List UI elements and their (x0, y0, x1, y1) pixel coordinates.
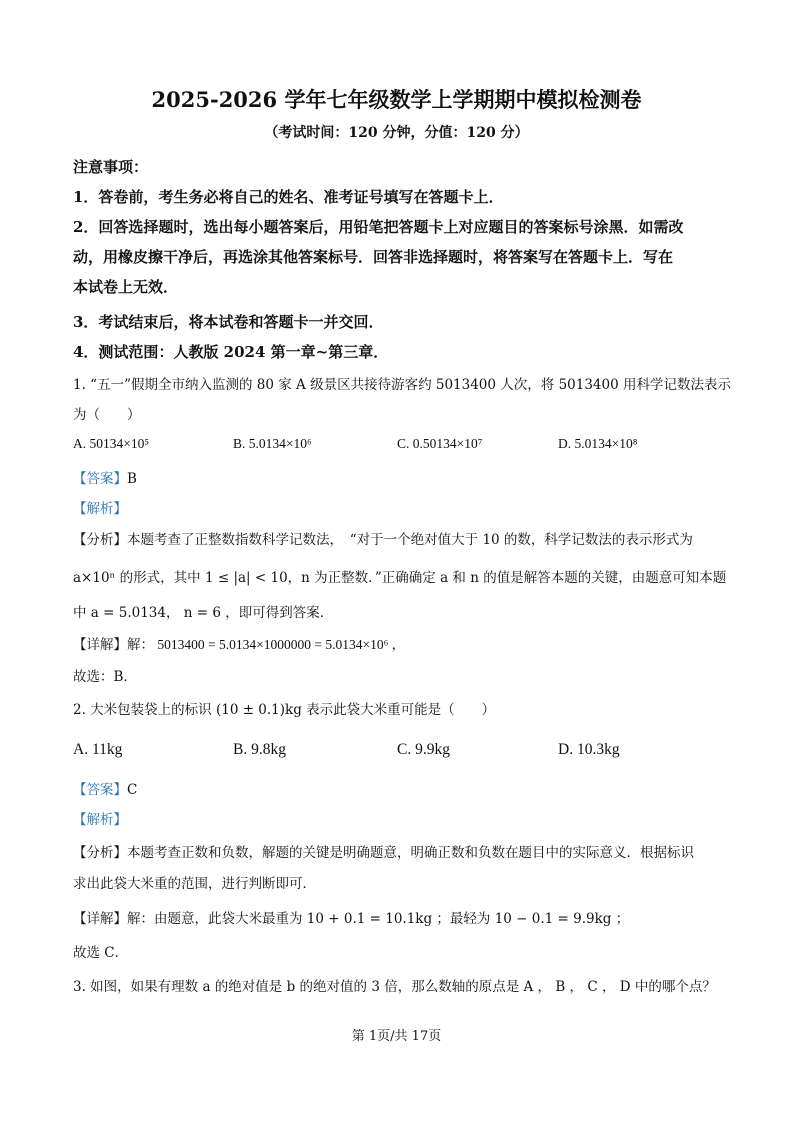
page-footer: 第 1页/共 17页 (351, 1029, 442, 1044)
q2-answer (73, 778, 137, 798)
note-item-2-line-3: 本试卷上无效． (73, 278, 179, 296)
q2-option-d: D. 10.3kg (558, 741, 620, 758)
q2-option-b: B. 9.8kg (233, 741, 286, 758)
detail-tag: 【详解】 (73, 911, 127, 927)
q2-choice: 故选 C． (73, 945, 129, 961)
q3-stem: 3. 如图，如果有理数 a 的绝对值是 b 的绝对值的 3 倍，那么数轴的原点是 A ， B ， C ， D 中的哪个点？ (73, 979, 716, 995)
answer-tag: 【答案】 (73, 782, 127, 798)
q1-choice: 故选：B． (73, 669, 137, 685)
q2-fenxi-line-2: 求出此袋大米重的范围，进行判断即可． (73, 876, 316, 892)
note-item-1: 1．答卷前，考生务必将自己的姓名、准考证号填写在答题卡上． (73, 188, 504, 206)
answer-tag: 【答案】 (73, 471, 127, 487)
page-title: 2025-2026 学年七年级数学上学期期中模拟检测卷 (151, 87, 642, 112)
fenxi-tag: 【分析】 (73, 532, 127, 548)
q1-detail (73, 633, 405, 653)
note-item-2-line-1: 2．回答选择题时，选出每小题答案后，用铅笔把答题卡上对应题目的答案标号涂黑．如需改 (73, 218, 684, 236)
q2-fenxi-line-1 (73, 841, 694, 861)
q2-detail-text: 解：由题意，此袋大米最重为 10 + 0.1 = 10.1kg ；最轻为 10 − 0.1 = 9.9kg ； (127, 911, 630, 927)
q2-answer-value: C (127, 782, 138, 798)
q2-option-a: A. 11kg (73, 741, 123, 758)
note-item-4: 4．测试范围：人教版 2024 第一章~第三章． (73, 343, 389, 361)
q1-option-b: B. 5.0134×10⁶ (233, 436, 312, 451)
q1-detail-text: 解： 5013400 = 5.0134×1000000 = 5.0134×10⁶ ， (127, 637, 406, 652)
q1-stem-line-1: 1. “五一”假期全市纳入监测的 80 家 A 级景区共接待游客约 5013400 人次，将 5013400 用科学记数法表示 (73, 377, 731, 393)
q1-stem-line-2: 为（ ） (73, 407, 141, 423)
q1-answer (73, 467, 137, 487)
q2-detail (73, 907, 629, 927)
detail-tag: 【详解】 (73, 637, 127, 653)
q2-analysis-tag: 【解析】 (73, 812, 127, 828)
exam-info: （考试时间：120 分钟，分值：120 分） (264, 125, 529, 141)
q1-answer-value: B (127, 471, 137, 487)
note-item-3: 3．考试结束后，将本试卷和答题卡一并交回． (73, 313, 384, 331)
q1-fenxi-line-2: a×10ⁿ 的形式，其中 1 ≤ |a| < 10，n 为正整数．”正确确定 a 和 n 的值是解答本题的关键，由题意可知本题 (73, 570, 727, 586)
q2-option-c: C. 9.9kg (397, 741, 450, 758)
q1-fenxi-text: 本题考查了正整数指数科学记数法， “对于一个绝对值大于 10 的数，科学记数法的表示形式为 (127, 532, 693, 548)
q2-fenxi-text: 本题考查正数和负数，解题的关键是明确题意，明确正数和负数在题目中的实际意义．根据标识 (127, 845, 694, 861)
q1-analysis-tag: 【解析】 (73, 501, 127, 517)
q1-option-c: C. 0.50134×10⁷ (397, 436, 483, 451)
q2-stem: 2. 大米包装袋上的标识 (10 ± 0.1)kg 表示此袋大米重可能是（ ） (73, 702, 496, 718)
q1-fenxi-line-1 (73, 528, 693, 548)
q1-fenxi-line-3: 中 a = 5.0134， n = 6 ，即可得到答案． (73, 605, 334, 621)
q1-option-a: A. 50134×10⁵ (73, 436, 150, 451)
note-item-2-line-2: 动，用橡皮擦干净后，再选涂其他答案标号．回答非选择题时，将答案写在答题卡上．写在 (73, 248, 674, 266)
fenxi-tag: 【分析】 (73, 845, 127, 861)
q1-option-d: D. 5.0134×10⁸ (558, 436, 638, 451)
notes-heading: 注意事项： (73, 158, 149, 176)
